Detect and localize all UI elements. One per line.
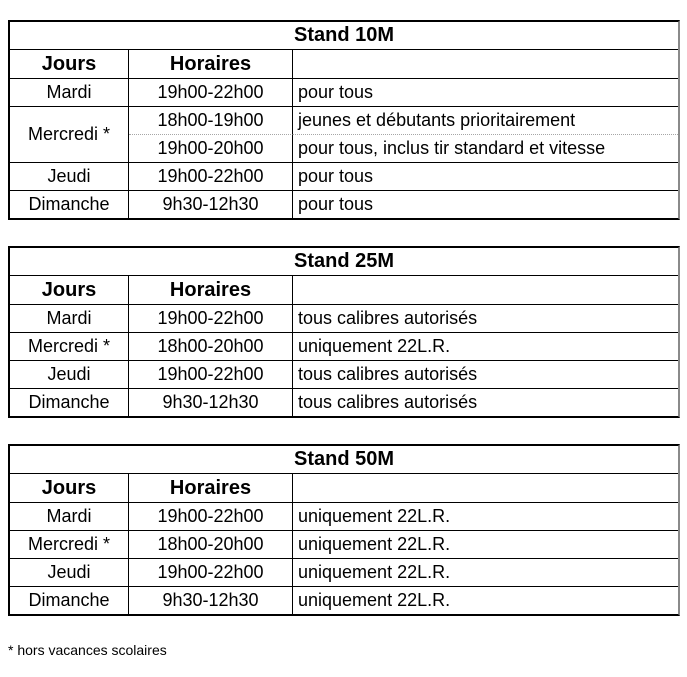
day-cell: Mardi <box>10 79 129 107</box>
table-row <box>10 163 678 191</box>
day-cell: Mercredi * <box>10 107 129 163</box>
schedule-table <box>8 444 680 616</box>
day-cell: Dimanche <box>10 191 129 218</box>
column-header-notes <box>293 276 678 305</box>
table-header-row <box>10 276 678 305</box>
table-row <box>10 107 678 135</box>
time-cell: 19h00-22h00 <box>129 503 293 531</box>
column-header-jours: Jours <box>10 474 129 503</box>
table-row <box>10 333 678 361</box>
note-cell: pour tous, inclus tir standard et vitesse <box>293 135 678 163</box>
time-cell: 18h00-19h00 <box>129 107 293 135</box>
column-header-horaires: Horaires <box>129 474 293 503</box>
time-cell: 19h00-22h00 <box>129 559 293 587</box>
note-cell: tous calibres autorisés <box>298 392 478 412</box>
table-header-row <box>10 474 678 503</box>
table-row <box>10 361 678 389</box>
table-title-row <box>10 248 678 276</box>
table-row <box>10 503 678 531</box>
table-title: Stand 25M <box>10 248 678 276</box>
day-cell: Jeudi <box>10 361 129 389</box>
day-cell: Mardi <box>10 305 129 333</box>
column-header-notes <box>293 474 678 503</box>
day-cell: Dimanche <box>10 389 129 416</box>
table-header-row <box>10 50 678 79</box>
column-header-notes <box>293 50 678 79</box>
table-title: Stand 10M <box>10 22 678 50</box>
table-title: Stand 50M <box>10 446 678 474</box>
table-row <box>10 191 678 218</box>
day-cell: Mardi <box>10 503 129 531</box>
table-row <box>10 587 678 614</box>
note-cell: jeunes et débutants prioritairement <box>293 107 678 135</box>
time-cell: 19h00-22h00 <box>129 361 293 389</box>
note-cell: pour tous <box>298 194 374 214</box>
time-cell: 19h00-22h00 <box>129 305 293 333</box>
note-cell: uniquement 22L.R. <box>293 503 678 531</box>
table-row <box>10 79 678 107</box>
footnote: * hors vacances scolaires <box>8 642 167 658</box>
day-cell: Jeudi <box>10 163 129 191</box>
time-cell: 9h30-12h30 <box>129 389 293 416</box>
time-cell: 18h00-20h00 <box>129 531 293 559</box>
table-row <box>10 531 678 559</box>
time-cell: 18h00-20h00 <box>129 333 293 361</box>
column-header-jours: Jours <box>10 276 129 305</box>
column-header-horaires: Horaires <box>129 276 293 305</box>
day-cell: Dimanche <box>10 587 129 614</box>
column-header-jours: Jours <box>10 50 129 79</box>
time-cell: 19h00-22h00 <box>129 79 293 107</box>
time-cell: 9h30-12h30 <box>129 587 293 614</box>
column-header-horaires: Horaires <box>129 50 293 79</box>
note-cell: uniquement 22L.R. <box>293 559 678 587</box>
note-cell: tous calibres autorisés <box>293 305 678 333</box>
note-cell: pour tous <box>293 79 678 107</box>
note-cell: uniquement 22L.R. <box>293 531 678 559</box>
schedule-table <box>8 246 680 418</box>
table-title-row <box>10 446 678 474</box>
time-cell: 9h30-12h30 <box>129 191 293 218</box>
schedule-table <box>8 20 680 220</box>
note-cell: pour tous <box>293 163 678 191</box>
day-cell: Mercredi * <box>10 333 129 361</box>
table-title-row <box>10 22 678 50</box>
table-row <box>10 389 678 416</box>
note-cell: uniquement 22L.R. <box>298 590 451 610</box>
time-cell: 19h00-20h00 <box>129 135 293 163</box>
time-cell: 19h00-22h00 <box>129 163 293 191</box>
note-cell: tous calibres autorisés <box>293 361 678 389</box>
table-row <box>10 559 678 587</box>
day-cell: Mercredi * <box>10 531 129 559</box>
table-row <box>10 305 678 333</box>
tables-area <box>8 20 680 616</box>
note-cell: uniquement 22L.R. <box>293 333 678 361</box>
day-cell: Jeudi <box>10 559 129 587</box>
